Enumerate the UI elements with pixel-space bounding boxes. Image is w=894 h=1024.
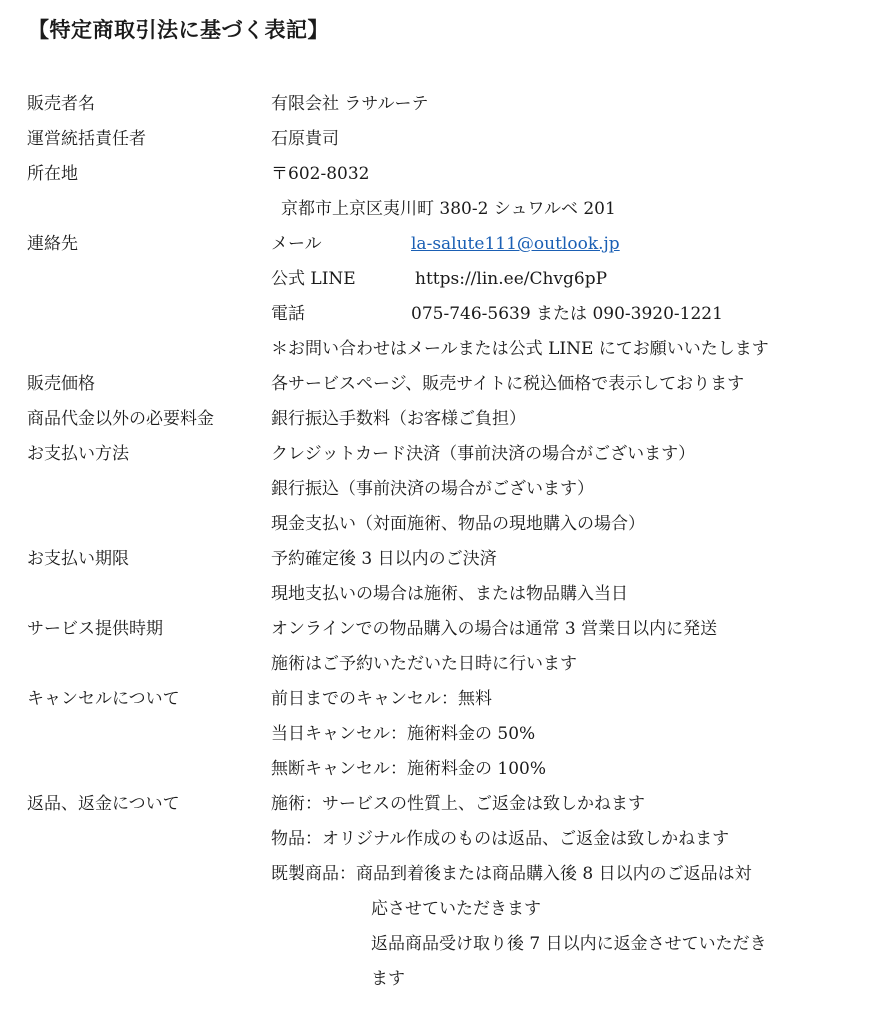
row-payment-2 [0, 478, 894, 513]
seller-label: 販売者名 [27, 94, 95, 114]
page-title: 【特定商取引法に基づく表記】 [28, 18, 329, 42]
row-seller [0, 93, 894, 128]
manager-value: 石原貴司 [271, 129, 339, 149]
refund-line: 施術：サービスの性質上、ご返金は致しかねます [271, 794, 645, 814]
row-contact-tel [0, 303, 894, 338]
row-cancel-3 [0, 758, 894, 793]
cancel-line: 当日キャンセル：施術料金の 50% [271, 724, 536, 744]
payment-line: 銀行振込（事前決済の場合がございます） [271, 479, 594, 499]
deadline-label: お支払い期限 [27, 549, 129, 569]
deadline-line: 予約確定後 3 日以内のご決済 [271, 549, 497, 569]
delivery-line: オンラインでの物品購入の場合は通常 3 営業日以内に発送 [271, 619, 718, 639]
cancel-line: 無断キャンセル：施術料金の 100% [271, 759, 547, 779]
row-address [0, 163, 894, 198]
row-address-line [0, 198, 894, 233]
deadline-line: 現地支払いの場合は施術、または物品購入当日 [271, 584, 628, 604]
row-contact-line [0, 268, 894, 303]
row-deadline-2 [0, 583, 894, 618]
address-label: 所在地 [27, 164, 78, 184]
refund-line: 既製商品：商品到着後または商品購入後 8 日以内のご返品は対 [271, 864, 752, 884]
refund-line: ます [371, 969, 405, 989]
address-postal: 〒602-8032 [271, 164, 370, 184]
row-refund-6 [0, 968, 894, 1003]
refund-line: 返品商品受け取り後 7 日以内に返金させていただき [371, 934, 767, 954]
row-refund-4 [0, 898, 894, 933]
refund-line: 応させていただきます [371, 899, 541, 919]
address-line: 京都市上京区夷川町 380-2 シュワルベ 201 [281, 199, 616, 219]
row-payment [0, 443, 894, 478]
price-value: 各サービスページ、販売サイトに税込価格で表示しております [271, 374, 745, 394]
refund-line: 物品：オリジナル作成のものは返品、ご返金は致しかねます [271, 829, 730, 849]
tel-label: 電話 [271, 304, 305, 324]
row-cancel [0, 688, 894, 723]
row-refund [0, 793, 894, 828]
row-cancel-2 [0, 723, 894, 758]
price-label: 販売価格 [27, 374, 95, 394]
row-contact-mail [0, 233, 894, 268]
row-refund-3 [0, 863, 894, 898]
line-label: 公式 LINE [271, 269, 356, 289]
row-price [0, 373, 894, 408]
tel-value: 075-746-5639 または 090-3920-1221 [411, 304, 723, 324]
row-delivery [0, 618, 894, 653]
cancel-label: キャンセルについて [27, 689, 180, 709]
row-extra-fee [0, 408, 894, 443]
email-link[interactable]: la-salute111@outlook.jp [411, 234, 620, 254]
delivery-label: サービス提供時期 [27, 619, 163, 639]
row-payment-3 [0, 513, 894, 548]
row-delivery-2 [0, 653, 894, 688]
row-refund-2 [0, 828, 894, 863]
extra-fee-label: 商品代金以外の必要料金 [27, 409, 214, 429]
contact-note: ＊お問い合わせはメールまたは公式 LINE にてお願いいたします [271, 339, 769, 359]
seller-value: 有限会社 ラサルーテ [271, 94, 429, 114]
row-deadline [0, 548, 894, 583]
cancel-line: 前日までのキャンセル：無料 [271, 689, 492, 709]
mail-label: メール [271, 234, 322, 254]
line-url: https://lin.ee/Chvg6pP [415, 269, 608, 289]
extra-fee-value: 銀行振込手数料（お客様ご負担） [271, 409, 526, 429]
payment-line: クレジットカード決済（事前決済の場合がございます） [271, 444, 696, 464]
payment-label: お支払い方法 [27, 444, 129, 464]
row-contact-note [0, 338, 894, 373]
refund-label: 返品、返金について [27, 794, 180, 814]
row-manager [0, 128, 894, 163]
delivery-line: 施術はご予約いただいた日時に行います [271, 654, 577, 674]
manager-label: 運営統括責任者 [27, 129, 146, 149]
payment-line: 現金支払い（対面施術、物品の現地購入の場合） [271, 514, 645, 534]
contact-label: 連絡先 [27, 234, 78, 254]
row-refund-5 [0, 933, 894, 968]
